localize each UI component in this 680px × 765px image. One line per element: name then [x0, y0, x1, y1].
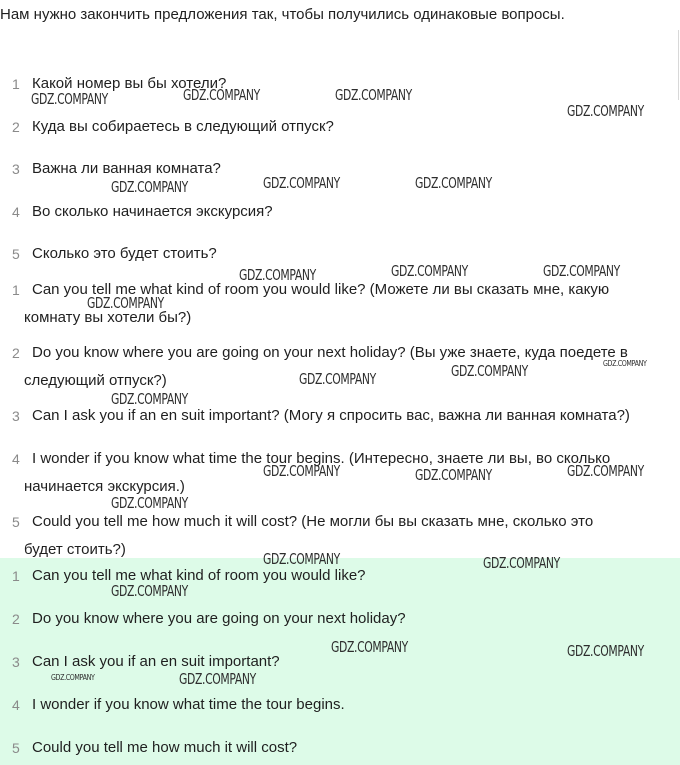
watermark: GDZ.COMPANY — [543, 262, 620, 280]
watermark: GDZ.COMPANY — [111, 494, 188, 512]
watermark: GDZ.COMPANY — [263, 550, 340, 568]
watermark: GDZ.COMPANY — [567, 102, 644, 120]
item-number: 3 — [12, 654, 20, 670]
item-text-continued: начинается экскурсия.) — [24, 478, 185, 495]
watermark: GDZ.COMPANY — [335, 86, 412, 104]
item-text-continued: будет стоить?) — [24, 541, 126, 558]
item-text-continued: комнату вы хотели бы?) — [24, 309, 192, 326]
item-number: 3 — [12, 161, 20, 177]
watermark: GDZ.COMPANY — [331, 638, 408, 656]
item-text: Can I ask you if an en suit important? (Могу я спросить вас, важна ли ванная комната?) — [32, 407, 630, 424]
watermark: GDZ.COMPANY — [31, 90, 108, 108]
watermark: GDZ.COMPANY — [415, 466, 492, 484]
scroll-divider — [678, 30, 679, 100]
item-number: 1 — [12, 282, 20, 298]
watermark: GDZ.COMPANY — [87, 294, 164, 312]
watermark: GDZ.COMPANY — [239, 266, 316, 284]
item-number: 1 — [12, 568, 20, 584]
item-number: 1 — [12, 76, 20, 92]
watermark: GDZ.COMPANY — [567, 462, 644, 480]
item-text: Во сколько начинается экскурсия? — [32, 203, 273, 220]
answer-panel — [0, 558, 680, 765]
item-number: 2 — [12, 345, 20, 361]
item-text: Can you tell me what kind of room you would like? (Можете ли вы сказать мне, какую — [32, 281, 610, 298]
watermark: GDZ.COMPANY — [451, 362, 528, 380]
answer-text: Do you know where you are going on your next holiday? — [32, 610, 406, 627]
watermark: GDZ.COMPANY — [51, 673, 95, 682]
watermark: GDZ.COMPANY — [183, 86, 260, 104]
watermark: GDZ.COMPANY — [111, 390, 188, 408]
item-number: 4 — [12, 451, 20, 467]
watermark: GDZ.COMPANY — [483, 554, 560, 572]
item-number: 5 — [12, 246, 20, 262]
item-number: 2 — [12, 611, 20, 627]
watermark: GDZ.COMPANY — [263, 462, 340, 480]
watermark: GDZ.COMPANY — [415, 174, 492, 192]
item-number: 4 — [12, 697, 20, 713]
item-number: 4 — [12, 204, 20, 220]
item-number: 2 — [12, 119, 20, 135]
answer-text: I wonder if you know what time the tour begins. — [32, 696, 345, 713]
answer-text: Can I ask you if an en suit important? — [32, 653, 280, 670]
item-number: 5 — [12, 740, 20, 756]
watermark: GDZ.COMPANY — [567, 642, 644, 660]
watermark: GDZ.COMPANY — [263, 174, 340, 192]
watermark: GDZ.COMPANY — [111, 178, 188, 196]
watermark: GDZ.COMPANY — [299, 370, 376, 388]
watermark: GDZ.COMPANY — [603, 359, 647, 368]
item-number: 3 — [12, 408, 20, 424]
answer-text: Could you tell me how much it will cost? — [32, 739, 298, 756]
item-text: I wonder if you know what time the tour begins. (Интересно, знаете ли вы, во сколько — [32, 450, 611, 467]
item-text: Какой номер вы бы хотели? — [32, 75, 227, 92]
watermark: GDZ.COMPANY — [111, 582, 188, 600]
item-text-continued: следующий отпуск?) — [24, 372, 167, 389]
item-text: Важна ли ванная комната? — [32, 160, 221, 177]
item-text: Could you tell me how much it will cost? (Не могли бы вы сказать мне, сколько это — [32, 513, 594, 530]
answer-text: Can you tell me what kind of room you would like? — [32, 567, 366, 584]
item-text: Куда вы собираетесь в следующий отпуск? — [32, 118, 334, 135]
item-text: Сколько это будет стоить? — [32, 245, 217, 262]
watermark: GDZ.COMPANY — [179, 670, 256, 688]
intro-text: Нам нужно закончить предложения так, чтобы получились одинаковые вопросы. — [0, 6, 565, 23]
item-number: 5 — [12, 514, 20, 530]
watermark: GDZ.COMPANY — [391, 262, 468, 280]
item-text: Do you know where you are going on your next holiday? (Вы уже знаете, куда поедете в — [32, 344, 628, 361]
